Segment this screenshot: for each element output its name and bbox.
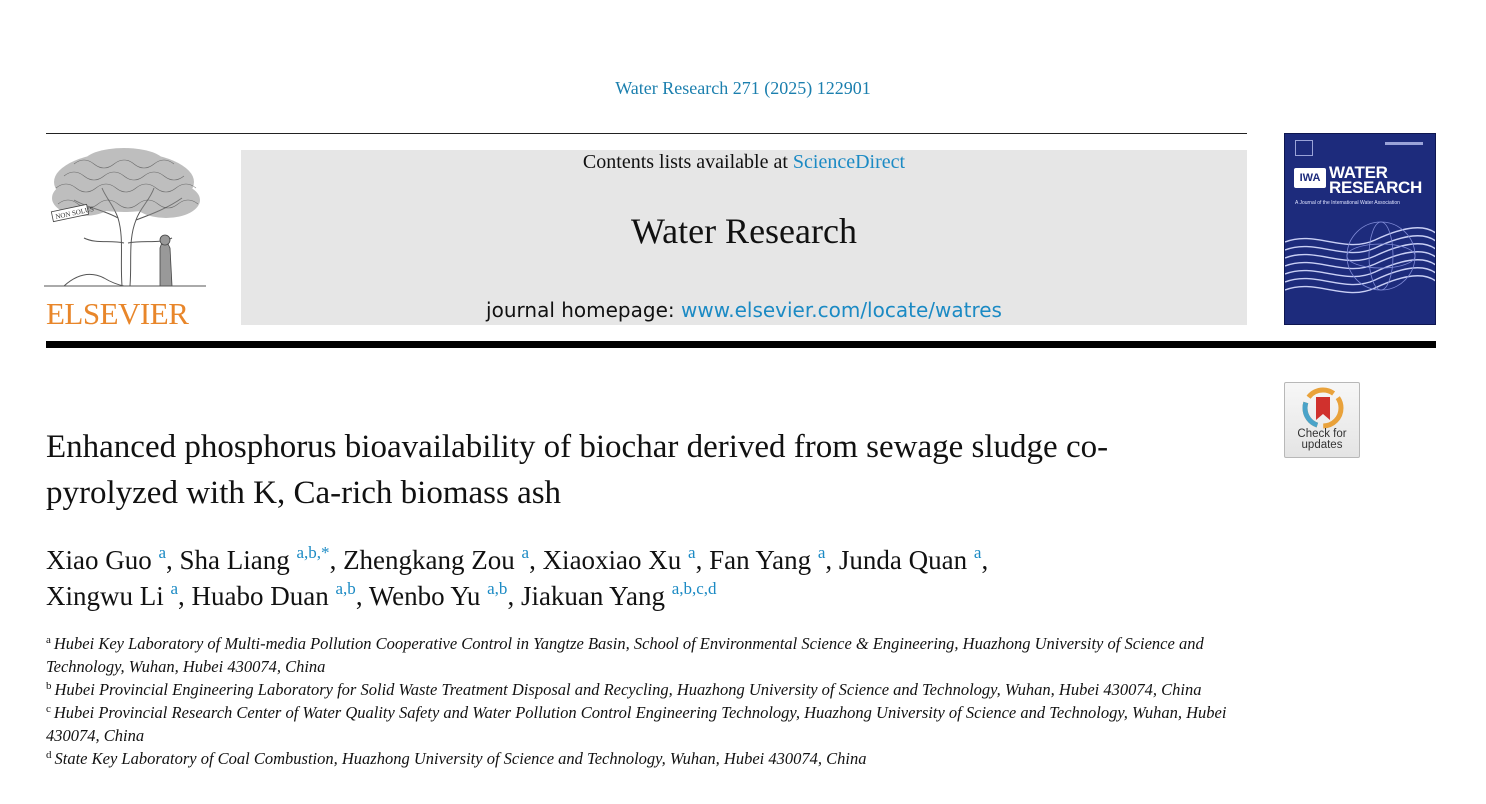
author-affiliation-marker[interactable]: a,b,c,d bbox=[671, 579, 717, 598]
author-name[interactable]: Huabo Duan bbox=[191, 581, 329, 611]
author-name[interactable]: Xiaoxiao Xu bbox=[542, 545, 682, 575]
author-name[interactable]: Wenbo Yu bbox=[368, 581, 481, 611]
cover-iwa-badge: IWA bbox=[1294, 168, 1326, 188]
contents-line bbox=[241, 150, 1247, 174]
check-line2: updates bbox=[1301, 439, 1343, 451]
cover-issn-mark bbox=[1385, 142, 1423, 145]
author-name[interactable]: Sha Liang bbox=[179, 545, 290, 575]
author-affiliation-marker[interactable]: a,b,* bbox=[296, 543, 330, 562]
article-title: Enhanced phosphorus bioavailability of biochar derived from sewage sludge co-pyrolyzed with K, Ca-rich biomass ash bbox=[46, 429, 1109, 511]
author-affiliation-marker[interactable]: a bbox=[973, 543, 982, 562]
affiliation-text: State Key Laboratory of Coal Combustion, Huazhong University of Science and Technology, Wuhan, Hubei 430074, China bbox=[54, 749, 867, 768]
contents-prefix: Contents lists available at bbox=[582, 151, 793, 173]
journal-citation[interactable] bbox=[0, 78, 1486, 99]
header-divider bbox=[46, 341, 1436, 348]
cover-wave-art-icon bbox=[1285, 204, 1436, 325]
author-affiliation-marker[interactable]: a bbox=[688, 543, 696, 562]
affiliation-text: Hubei Provincial Engineering Laboratory for Solid Waste Treatment Disposal and Recycling, Huazhong University of Science and Technology, Wuhan, Hubei 430074, China bbox=[54, 680, 1202, 699]
affiliation-text: Hubei Key Laboratory of Multi-media Pollution Cooperative Control in Yangtze Basin, School of Environmental Science & Engineering, Huazhong University of Science and Technology, Wuhan, Hubei 430074, China bbox=[46, 634, 1204, 676]
journal-banner bbox=[241, 150, 1247, 325]
author-affiliation-marker[interactable]: a bbox=[158, 543, 167, 562]
elsevier-logo[interactable] bbox=[44, 148, 206, 331]
author-name[interactable]: Zhengkang Zou bbox=[343, 545, 515, 575]
author-name[interactable]: Fan Yang bbox=[709, 545, 812, 575]
affiliation-list bbox=[46, 632, 1246, 770]
svg-text:NON SOLUS: NON SOLUS bbox=[54, 205, 95, 222]
affiliation-key: b bbox=[46, 680, 52, 692]
check-line1: Check for bbox=[1297, 428, 1347, 440]
elsevier-tree-logo-icon bbox=[44, 148, 206, 288]
author-affiliation-marker[interactable]: a bbox=[170, 579, 179, 598]
affiliation-item bbox=[46, 701, 1246, 747]
author-affiliation-marker[interactable]: a,b bbox=[487, 579, 508, 598]
author-name[interactable]: Jiakuan Yang bbox=[520, 581, 665, 611]
cover-subtitle: A Journal of the International Water Association bbox=[1295, 200, 1400, 206]
affiliation-item bbox=[46, 678, 1246, 701]
cover-title-line1: WATER bbox=[1329, 163, 1388, 182]
affiliation-item bbox=[46, 747, 1246, 770]
author-name[interactable]: Junda Quan bbox=[838, 545, 968, 575]
affiliation-text: Hubei Provincial Research Center of Water Quality Safety and Water Pollution Control Engineering Technology, Huazhong University of Science and Technology, Wuhan, Hubei 430074, China bbox=[46, 703, 1227, 745]
top-rule bbox=[46, 133, 1247, 134]
citation-link[interactable]: Water Research 271 (2025) 122901 bbox=[615, 78, 871, 98]
author-name[interactable]: Xingwu Li bbox=[46, 581, 164, 611]
check-for-updates-icon bbox=[1301, 387, 1345, 429]
author-list: Xiao Guo $^a$, Sha Liang $^{a,b,*}$, Zhengkang Zou $^a$, Xiaoxiao Xu $^a$, Fan Yang $^a$, Junda Quan $^a$, Xingwu Li $^a$, Huabo Duan $^{a,b}$, Wenbo Yu $^{a,b}$, Jiakuan Yang $^{a,b,c,d}$ bbox=[46, 543, 989, 611]
sciencedirect-link[interactable]: ScienceDirect bbox=[792, 151, 906, 173]
author-affiliation-marker[interactable]: a bbox=[521, 543, 530, 562]
check-for-updates-button[interactable] bbox=[1284, 382, 1360, 458]
cover-title-line2: RESEARCH bbox=[1329, 178, 1423, 197]
journal-cover[interactable] bbox=[1284, 133, 1436, 325]
homepage-prefix: journal homepage: bbox=[486, 298, 681, 322]
affiliation-item bbox=[46, 632, 1246, 678]
affiliation-key: d bbox=[46, 749, 52, 761]
affiliation-key: c bbox=[46, 703, 51, 715]
affiliation-key: a bbox=[46, 634, 51, 646]
journal-name: Water Research bbox=[631, 211, 857, 251]
author-affiliation-marker[interactable]: a,b bbox=[335, 579, 356, 598]
elsevier-wordmark: ELSEVIER bbox=[46, 296, 189, 331]
cover-publisher-icon bbox=[1295, 140, 1313, 156]
check-for-updates-label bbox=[1285, 429, 1359, 451]
author-affiliation-marker[interactable]: a bbox=[817, 543, 826, 562]
cover-title bbox=[1329, 165, 1422, 195]
homepage-line bbox=[241, 298, 1247, 322]
homepage-link[interactable]: www.elsevier.com/locate/watres bbox=[680, 298, 1002, 322]
author-name[interactable]: Xiao Guo bbox=[46, 545, 152, 575]
